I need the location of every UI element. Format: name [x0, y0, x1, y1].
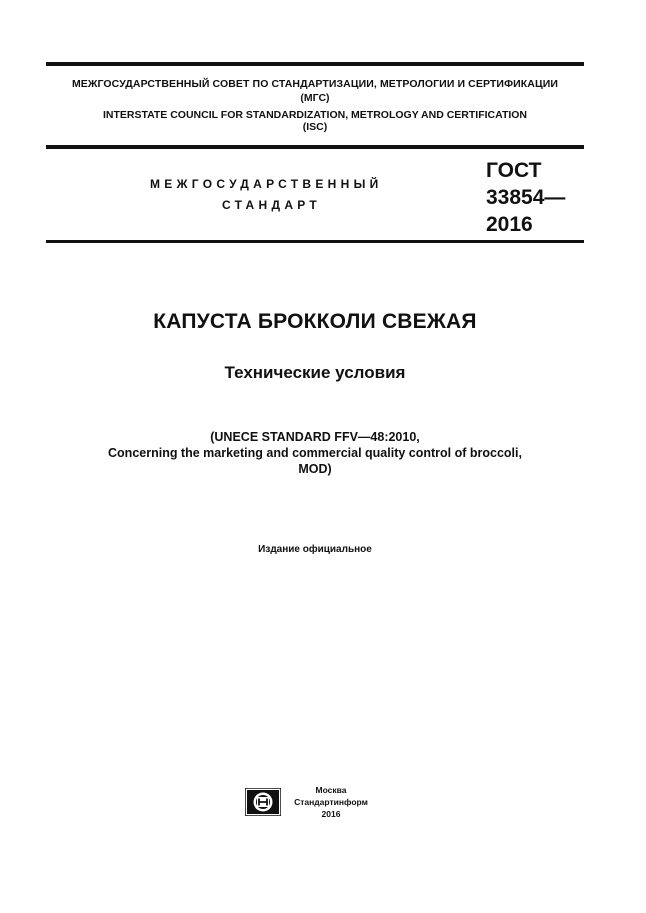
document-title: КАПУСТА БРОККОЛИ СВЕЖАЯ	[153, 310, 477, 333]
reference-line1: (UNECE STANDARD FFV—48:2010,	[210, 430, 420, 444]
top-rule	[46, 62, 584, 66]
standartinform-logo-icon	[245, 788, 281, 816]
publisher-year: 2016	[321, 809, 341, 819]
designation-rule	[46, 240, 584, 243]
publisher-city: Москва	[315, 785, 347, 795]
council-name-en: INTERSTATE COUNCIL FOR STANDARDIZATION, METROLOGY AND CERTIFICATION	[102, 109, 528, 121]
gost-designation	[486, 157, 565, 238]
reference-block	[46, 429, 584, 477]
reference-line3: MOD)	[298, 462, 332, 476]
gost-prefix: ГОСТ	[486, 159, 542, 182]
standard-label-line1: МЕЖГОСУДАРСТВЕННЫЙ	[150, 177, 383, 191]
reference-line2: Concerning the marketing and commercial quality control of broccoli,	[108, 446, 522, 460]
document-subtitle: Технические условия	[224, 363, 406, 382]
council-abbr-ru: (МГС)	[300, 92, 330, 104]
standard-label-line2: СТАНДАРТ	[222, 198, 322, 212]
gost-year: 2016	[486, 213, 533, 236]
council-abbr-en: (ISC)	[302, 121, 328, 133]
header-rule	[46, 145, 584, 149]
publisher-block	[286, 784, 376, 820]
publisher-name: Стандартинформ	[294, 797, 368, 807]
edition-note: Издание официальное	[258, 544, 372, 555]
council-name-ru: МЕЖГОСУДАРСТВЕННЫЙ СОВЕТ ПО СТАНДАРТИЗАЦИИ, МЕТРОЛОГИИ И СЕРТИФИКАЦИИ	[71, 78, 559, 90]
gost-number: 33854—	[486, 186, 566, 209]
